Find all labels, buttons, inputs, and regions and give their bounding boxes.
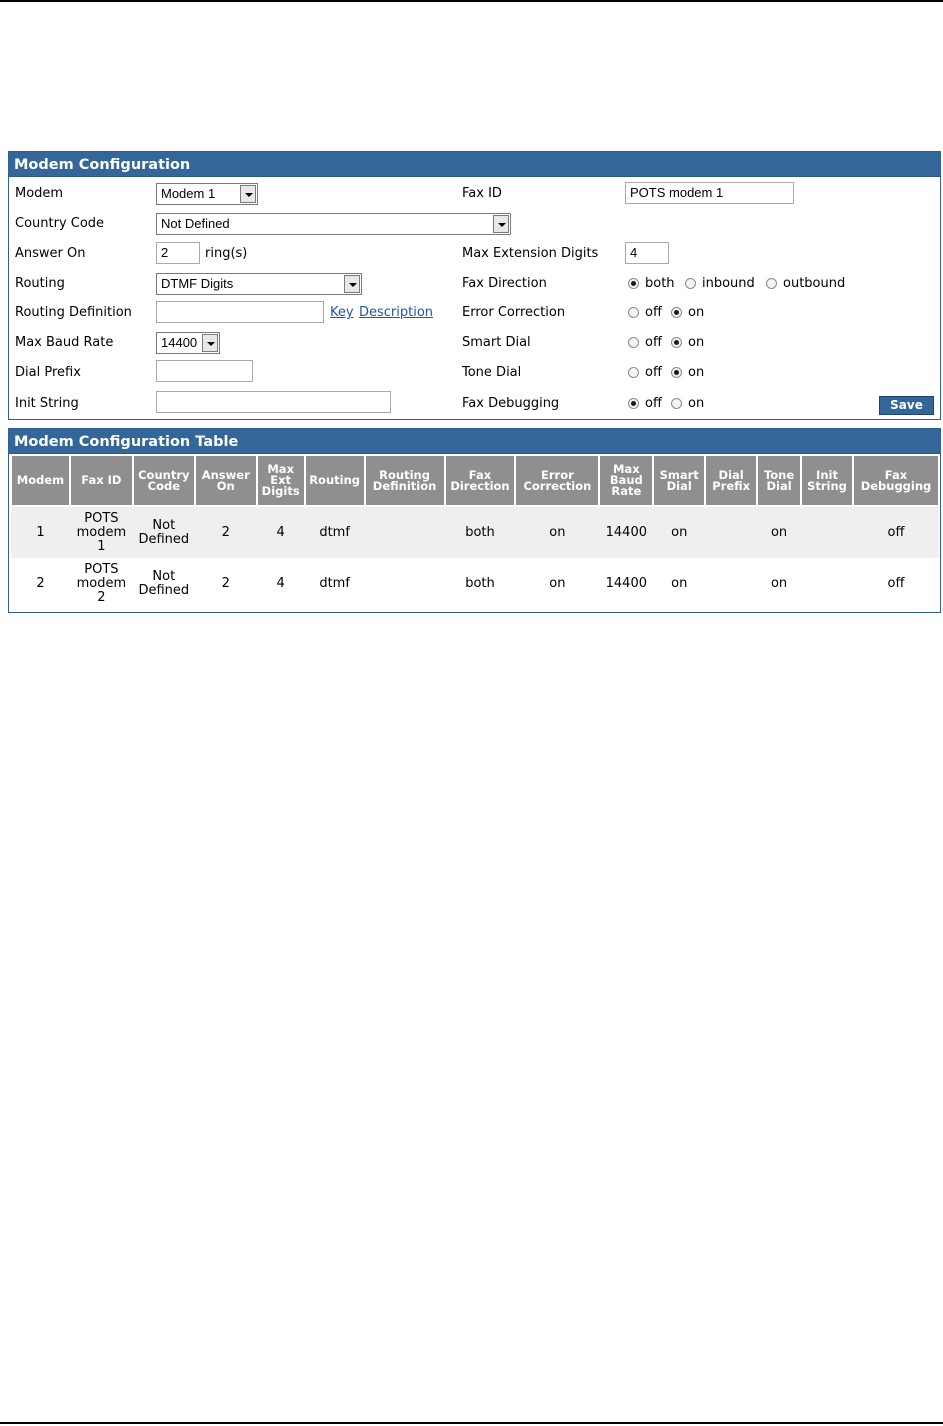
column-header-text: Correction xyxy=(523,478,592,493)
tone-dial-on-label: on xyxy=(688,365,705,380)
column-header-text: Dial xyxy=(718,467,744,482)
table-cell xyxy=(305,558,365,609)
table-row xyxy=(11,558,939,609)
table-cell-text: 14400 xyxy=(605,524,647,540)
column-header-text: Fax ID xyxy=(81,473,122,487)
smart-dial-label: Smart Dial xyxy=(462,335,531,350)
page-top-rule xyxy=(0,0,943,2)
table-cell xyxy=(705,506,757,558)
column-header-text: Max xyxy=(612,462,640,476)
table-cell xyxy=(801,506,853,558)
column-header xyxy=(195,455,257,506)
fax-id-label: Fax ID xyxy=(462,186,502,201)
column-header-text: Fax xyxy=(468,467,492,482)
fax-direction-outbound-label: outbound xyxy=(783,276,846,291)
smart-dial-off-radio[interactable] xyxy=(628,337,639,348)
column-header-text: Init xyxy=(816,467,838,482)
table-cell xyxy=(305,506,365,558)
table-cell-text: on xyxy=(549,524,566,540)
column-header-text: Fax xyxy=(884,467,908,482)
panel-title: Modem Configuration xyxy=(9,152,940,177)
modem-configuration-table xyxy=(10,454,940,609)
table-cell xyxy=(70,506,133,558)
column-header xyxy=(757,455,801,506)
column-header-text: Code xyxy=(147,478,180,493)
fax-debugging-off-label: off xyxy=(645,396,662,411)
table-cell-text: modem xyxy=(76,524,127,540)
table-cell xyxy=(705,558,757,609)
column-header xyxy=(705,455,757,506)
chevron-down-icon xyxy=(240,185,256,203)
column-header-text: On xyxy=(216,478,235,493)
table-cell-text: 14400 xyxy=(605,575,647,591)
table-body xyxy=(11,506,939,609)
table-cell xyxy=(599,558,653,609)
table-cell-text: Not xyxy=(152,568,176,584)
table-cell xyxy=(257,558,305,609)
table-cell-text: 4 xyxy=(276,524,285,540)
column-header-text: Max xyxy=(267,462,294,476)
error-correction-on-label: on xyxy=(688,305,705,320)
country-code-select[interactable] xyxy=(156,213,511,235)
column-header-text: Definition xyxy=(372,478,437,493)
fax-debugging-on-radio[interactable] xyxy=(671,398,682,409)
column-header-text: Modem xyxy=(16,473,65,487)
table-cell xyxy=(653,558,705,609)
routing-definition-label: Routing Definition xyxy=(15,305,132,320)
table-cell xyxy=(11,558,70,609)
table-cell xyxy=(195,506,257,558)
error-correction-label: Error Correction xyxy=(462,305,566,320)
answer-on-label: Answer On xyxy=(15,246,86,261)
modem-select-value: Modem 1 xyxy=(161,186,216,201)
column-header xyxy=(133,455,195,506)
max-baud-rate-label: Max Baud Rate xyxy=(15,335,114,350)
column-header xyxy=(515,455,599,506)
table-cell-text: POTS xyxy=(84,561,119,577)
column-header-text: Tone xyxy=(763,467,795,482)
table-cell-text: POTS xyxy=(84,510,119,526)
column-header xyxy=(801,455,853,506)
table-cell-text: 2 xyxy=(97,589,106,605)
smart-dial-off-label: off xyxy=(645,335,662,350)
table-cell xyxy=(853,558,939,609)
table-cell xyxy=(195,558,257,609)
table-cell-text: 4 xyxy=(276,575,285,591)
fax-direction-label: Fax Direction xyxy=(462,276,547,291)
init-string-label: Init String xyxy=(15,396,79,411)
max-extension-digits-label: Max Extension Digits xyxy=(462,246,599,261)
column-header-text: String xyxy=(807,478,847,493)
tone-dial-label: Tone Dial xyxy=(462,365,522,380)
error-correction-on-radio[interactable] xyxy=(671,307,682,318)
column-header-text: Country xyxy=(138,467,190,482)
column-header-text: Smart xyxy=(659,467,699,482)
table-cell-text: 1 xyxy=(36,524,45,540)
table-cell-text: 2 xyxy=(221,575,230,591)
table-header-row xyxy=(11,455,939,506)
table-cell-text: on xyxy=(671,524,688,540)
column-header xyxy=(653,455,705,506)
table-cell xyxy=(801,558,853,609)
table-cell xyxy=(133,558,195,609)
column-header-text: Dial xyxy=(666,478,692,493)
table-cell-text: off xyxy=(887,524,905,540)
table-cell-text: on xyxy=(770,524,788,540)
dial-prefix-label: Dial Prefix xyxy=(15,365,81,380)
table-cell xyxy=(757,558,801,609)
table-cell xyxy=(599,506,653,558)
answer-on-suffix: ring(s) xyxy=(205,246,248,261)
column-header xyxy=(11,455,70,506)
table-cell xyxy=(445,558,516,609)
routing-select[interactable] xyxy=(156,273,362,295)
error-correction-off-label: off xyxy=(645,305,662,320)
table-cell xyxy=(133,506,195,558)
fax-direction-inbound-radio[interactable] xyxy=(685,278,696,289)
table-cell xyxy=(653,506,705,558)
modem-label: Modem xyxy=(15,186,64,201)
modem-configuration-panel xyxy=(8,151,941,420)
table-cell-text: on xyxy=(770,575,788,591)
column-header xyxy=(365,455,445,506)
table-cell xyxy=(515,506,599,558)
page-bottom-rule xyxy=(0,1422,943,1424)
routing-definition-input[interactable] xyxy=(156,301,324,323)
tone-dial-on-radio[interactable] xyxy=(671,367,682,378)
table-cell-text: on xyxy=(671,575,688,591)
country-code-select-value: Not Defined xyxy=(161,216,230,231)
max-baud-rate-select[interactable] xyxy=(156,332,220,354)
smart-dial-on-label: on xyxy=(688,335,705,350)
key-link[interactable]: Key xyxy=(330,305,354,320)
max-baud-rate-select-value: 14400 xyxy=(161,335,198,350)
init-string-input[interactable] xyxy=(156,391,391,413)
save-button[interactable]: Save xyxy=(879,396,934,415)
table-cell-text: 2 xyxy=(36,575,45,591)
column-header xyxy=(305,455,365,506)
column-header-text: Baud xyxy=(609,473,643,487)
table-cell-text: 1 xyxy=(97,538,106,554)
fax-direction-inbound-label: inbound xyxy=(702,276,755,291)
table-cell xyxy=(365,506,445,558)
fax-debugging-label: Fax Debugging xyxy=(462,396,560,411)
chevron-down-icon xyxy=(344,275,360,293)
column-header-text: Error xyxy=(541,467,574,482)
column-header xyxy=(853,455,939,506)
fax-id-input[interactable]: POTS modem 1 xyxy=(625,182,794,204)
table-cell-text: modem xyxy=(76,575,127,591)
dial-prefix-input[interactable] xyxy=(156,360,253,382)
table-cell-text: dtmf xyxy=(319,524,350,540)
table-cell-text: Defined xyxy=(138,531,190,547)
answer-on-input[interactable]: 2 xyxy=(156,242,200,264)
table-cell xyxy=(515,558,599,609)
table-cell xyxy=(70,558,133,609)
table-cell xyxy=(757,506,801,558)
table-panel-title: Modem Configuration Table xyxy=(9,429,940,454)
column-header-text: Direction xyxy=(450,478,510,493)
table-cell xyxy=(445,506,516,558)
tone-dial-off-radio[interactable] xyxy=(628,367,639,378)
table-cell-text: dtmf xyxy=(319,575,350,591)
table-cell xyxy=(853,506,939,558)
fax-direction-outbound-radio[interactable] xyxy=(766,278,777,289)
table-cell xyxy=(365,558,445,609)
smart-dial-on-radio[interactable] xyxy=(671,337,682,348)
max-extension-digits-input[interactable]: 4 xyxy=(625,242,669,264)
chevron-down-icon xyxy=(493,215,509,233)
chevron-down-icon xyxy=(202,334,218,352)
description-link[interactable]: Description xyxy=(359,305,434,320)
table-cell xyxy=(257,506,305,558)
column-header-text: Debugging xyxy=(860,478,932,493)
column-header xyxy=(257,455,305,506)
table-cell-text: on xyxy=(549,575,566,591)
modem-select[interactable] xyxy=(156,183,258,205)
table-cell-text: Defined xyxy=(138,582,190,598)
column-header-text: Digits xyxy=(261,484,300,498)
routing-label: Routing xyxy=(15,276,65,291)
tone-dial-off-label: off xyxy=(645,365,662,380)
column-header-text: Routing xyxy=(309,473,361,487)
column-header-text: Ext xyxy=(270,473,292,487)
column-header xyxy=(70,455,133,506)
column-header-text: Dial xyxy=(766,478,792,493)
modem-configuration-table-panel xyxy=(8,428,941,613)
table-cell xyxy=(11,506,70,558)
table-row xyxy=(11,506,939,558)
column-header xyxy=(445,455,516,506)
fax-debugging-on-label: on xyxy=(688,396,705,411)
column-header xyxy=(599,455,653,506)
column-header-text: Routing xyxy=(379,467,430,482)
table-cell-text: 2 xyxy=(221,524,230,540)
column-header-text: Answer xyxy=(201,467,250,482)
country-code-label: Country Code xyxy=(15,216,105,231)
table-cell-text: both xyxy=(465,524,495,540)
column-header-text: Rate xyxy=(611,484,642,498)
table-cell-text: both xyxy=(465,575,495,591)
column-header-text: Prefix xyxy=(712,478,751,493)
table-cell-text: off xyxy=(887,575,905,591)
routing-select-value: DTMF Digits xyxy=(161,276,234,291)
error-correction-off-radio[interactable] xyxy=(628,307,639,318)
table-cell-text: Not xyxy=(152,517,176,533)
fax-direction-both-radio[interactable] xyxy=(628,278,639,289)
fax-debugging-off-radio[interactable] xyxy=(628,398,639,409)
fax-direction-both-label: both xyxy=(645,276,675,291)
